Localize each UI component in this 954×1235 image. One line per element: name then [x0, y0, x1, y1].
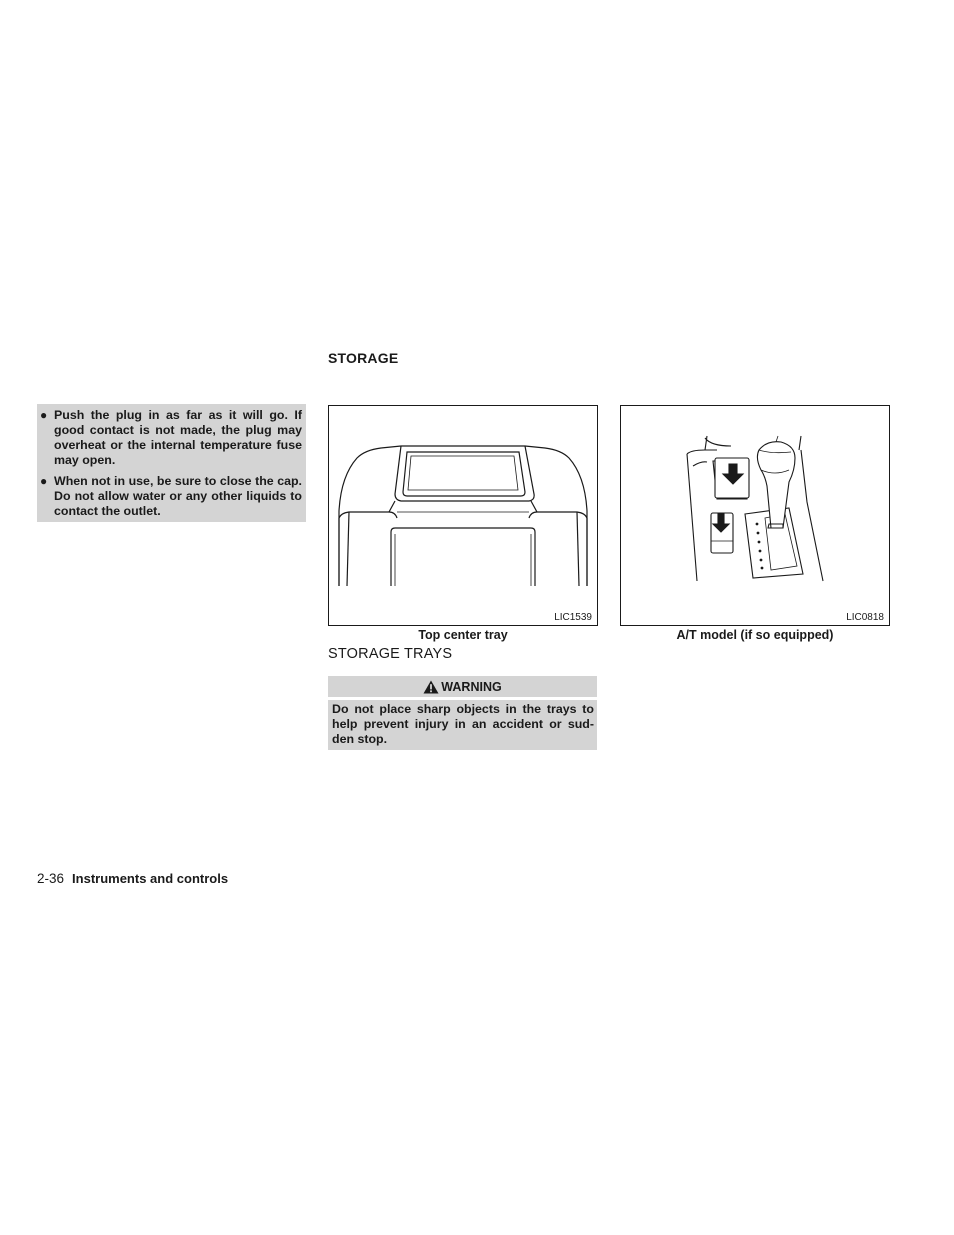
top-center-tray-illustration	[329, 406, 597, 625]
figure-top-center-tray	[328, 405, 598, 626]
figure-at-model	[620, 405, 890, 626]
page-number: 2-36	[37, 871, 65, 886]
caution-item: ● Push the plug in as far as it will go. If good contact is not made, the plug may overheat or the internal temperature fuse may open.	[40, 408, 302, 467]
figure-caption: A/T model (if so equipped)	[676, 628, 834, 642]
figure-code: LIC0818	[846, 612, 884, 623]
bullet-icon: ●	[40, 474, 48, 488]
warning-text: Do not place sharp objects in the trays to help prevent injury in an accident or sud-den stop.	[328, 700, 597, 750]
section-title: STORAGE	[328, 350, 399, 366]
figure-code: LIC1539	[554, 612, 592, 623]
warning-label: WARNING	[441, 679, 502, 694]
figure-caption: Top center tray	[418, 628, 508, 642]
subsection-title: STORAGE TRAYS	[328, 646, 453, 662]
bullet-icon: ●	[40, 408, 48, 422]
chapter-title: Instruments and controls	[72, 871, 229, 886]
at-shifter-tray-illustration	[621, 406, 889, 625]
warning-header	[328, 676, 597, 697]
caution-note-box	[37, 404, 306, 522]
warning-triangle-icon	[423, 680, 439, 694]
page-footer	[37, 871, 228, 886]
caution-item: ● When not in use, be sure to close the cap. Do not allow water or any other liquids to contact the outlet.	[40, 474, 302, 518]
